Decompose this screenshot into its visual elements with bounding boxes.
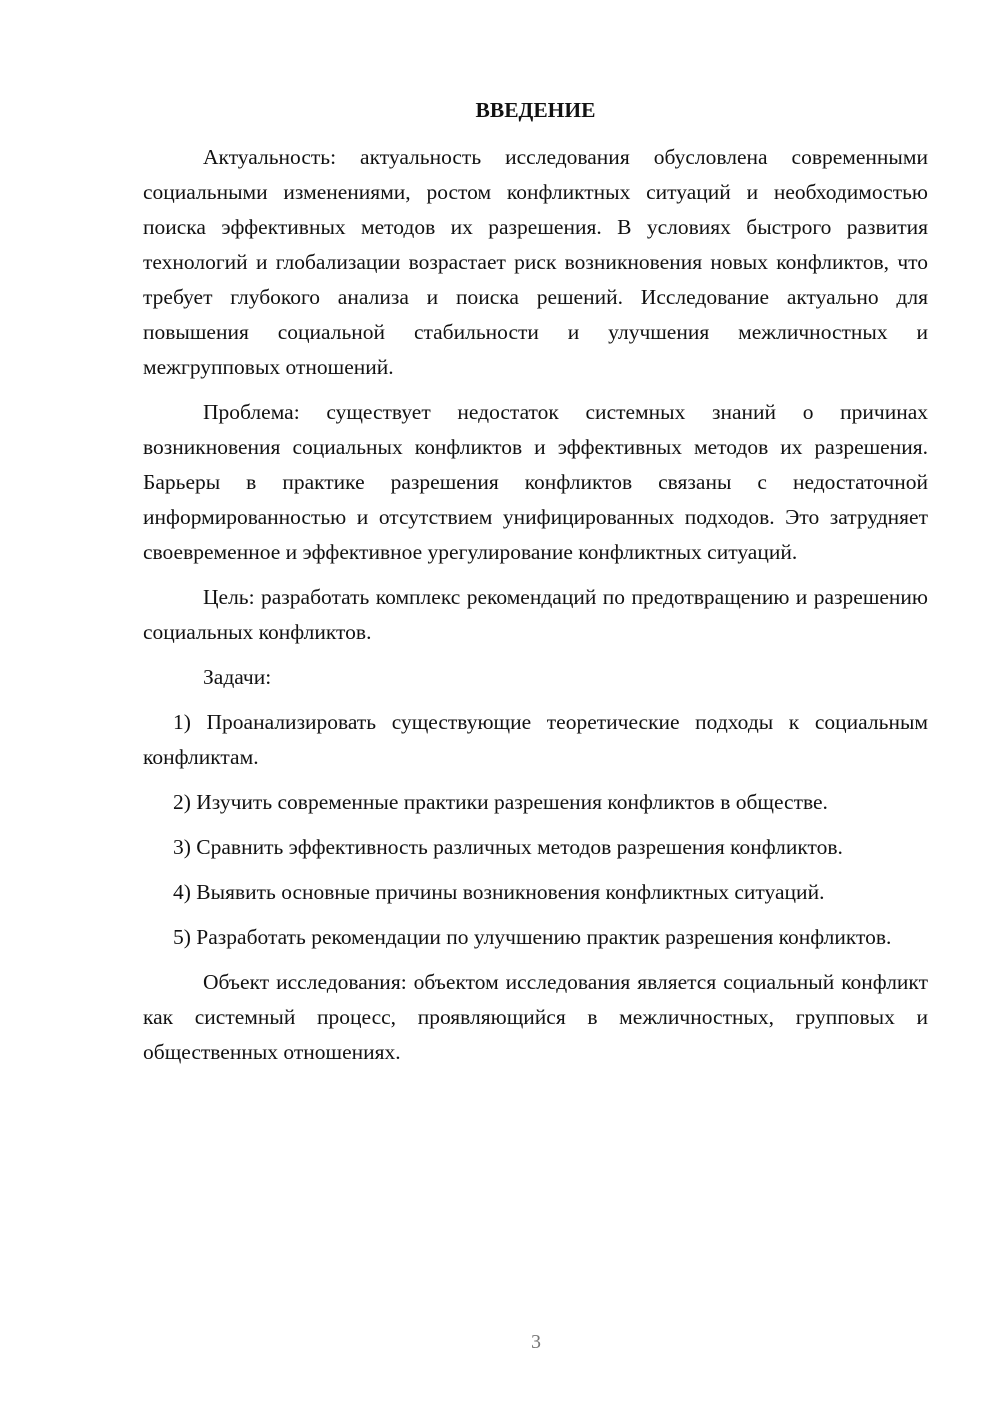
object-paragraph: Объект исследования: объектом исследования является социальный конфликт как системный процесс, проявляющийся в межличностных, групповых и общественных отношениях. xyxy=(143,970,928,1064)
problem-paragraph: Проблема: существует недостаток системных знаний о причинах возникновения социальных конфликтов и эффективных методов их разрешения. Барьеры в практике разрешения конфликтов связаны с недостаточной информированностью и отсутствием унифицированных подходов. Это затрудняет своевременное и эффективное урегулирование конфликтных ситуаций. xyxy=(143,400,928,564)
task-item: 2) Изучить современные практики разрешения конфликтов в обществе. xyxy=(173,790,828,814)
relevance-paragraph: Актуальность: актуальность исследования обусловлена современными социальными изменениями, ростом конфликтных ситуаций и необходимостью поиска эффективных методов их разрешения. В условиях быстрого развития технологий и глобализации возрастает риск возникновения новых конфликтов, что требует глубокого анализа и поиска решений. Исследование актуально для повышения социальной стабильности и улучшения межличностных и межгрупповых отношений. xyxy=(143,145,928,379)
task-item: 4) Выявить основные причины возникновения конфликтных ситуаций. xyxy=(173,880,825,904)
task-item: 5) Разработать рекомендации по улучшению практик разрешения конфликтов. xyxy=(173,925,892,949)
page-number: 3 xyxy=(531,1331,541,1353)
goal-paragraph: Цель: разработать комплекс рекомендаций по предотвращению и разрешению социальных конфликтов. xyxy=(143,585,928,644)
document-page xyxy=(143,93,928,1080)
task-item: 1) Проанализировать существующие теоретические подходы к социальным конфликтам. xyxy=(143,710,928,769)
tasks-list xyxy=(143,705,928,955)
tasks-label: Задачи: xyxy=(203,665,272,689)
task-item: 3) Сравнить эффективность различных методов разрешения конфликтов. xyxy=(173,835,843,859)
section-title: ВВЕДЕНИЕ xyxy=(475,98,596,122)
